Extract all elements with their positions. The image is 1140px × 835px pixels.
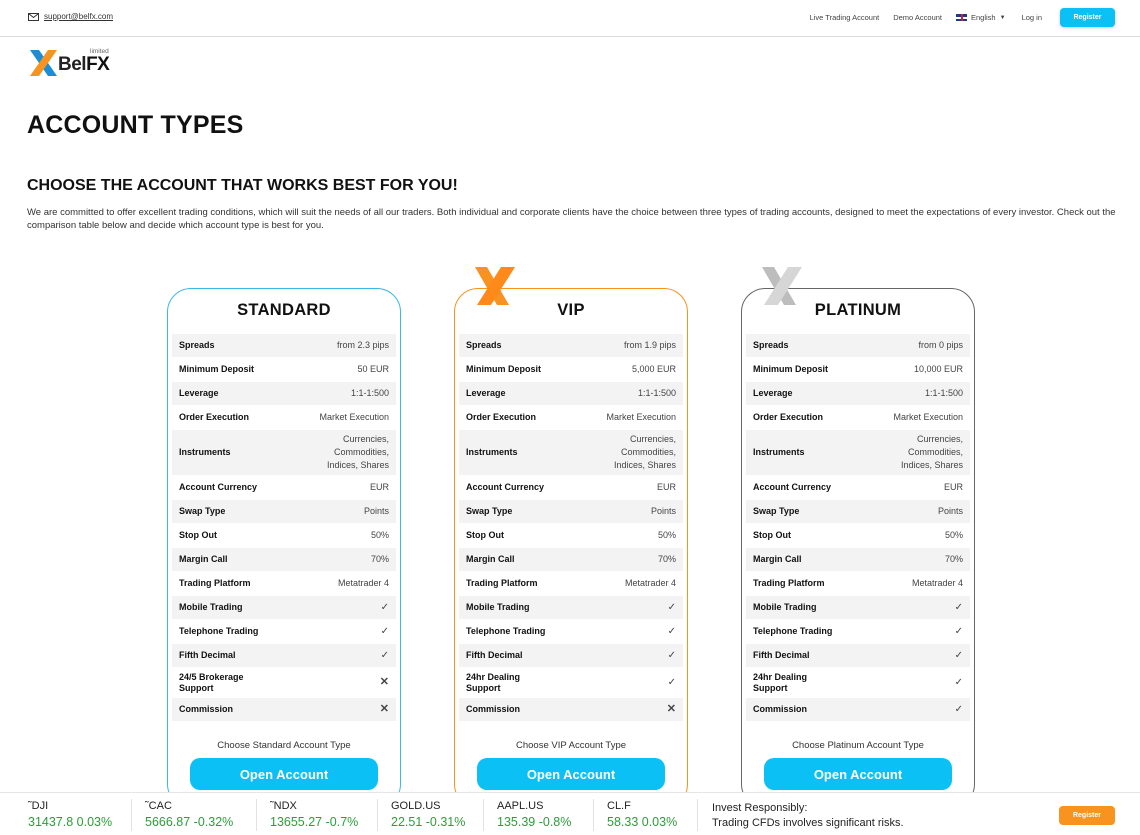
belfx-logo[interactable]: limited BelFX — [30, 46, 120, 78]
spec-label: Leverage — [466, 388, 506, 398]
spec-label: Stop Out — [179, 530, 217, 540]
spec-row — [746, 572, 970, 596]
top-bar — [0, 0, 1140, 37]
spec-row — [459, 644, 683, 668]
spec-label: Fifth Decimal — [466, 650, 523, 660]
spec-row — [746, 476, 970, 500]
spec-row — [172, 644, 396, 668]
open-account-button[interactable]: Open Account — [477, 758, 665, 790]
spec-row — [172, 668, 396, 698]
check-icon: ✓ — [954, 650, 963, 661]
spec-value: Market Execution — [893, 412, 963, 422]
spec-value: Metatrader 4 — [337, 578, 389, 588]
spec-row — [172, 596, 396, 620]
spec-value: EUR — [943, 482, 963, 492]
spec-value: 50 EUR — [357, 364, 389, 374]
spec-value: Metatrader 4 — [624, 578, 676, 588]
spec-value: 70% — [370, 554, 389, 564]
card-title: PLATINUM — [814, 301, 902, 319]
spec-label: Mobile Trading — [179, 602, 243, 612]
intro-text: We are committed to offer excellent trading conditions, which will suit the needs of all our traders. Both individual and corporate clients have the choice between three types of trading accounts, designed to meet the expectations of every investor. Check out the comparison table below and decide which account type is best for you. — [27, 207, 1116, 231]
choose-label: Choose Platinum Account Type — [792, 740, 924, 751]
spec-row — [459, 524, 683, 548]
spec-row — [459, 698, 683, 722]
market-ticker-bar — [0, 792, 1140, 835]
spec-row — [459, 500, 683, 524]
spec-label: Commission — [466, 704, 521, 714]
spec-label: Account Currency — [466, 482, 545, 492]
spec-label: Commission — [753, 704, 808, 714]
spec-table — [459, 334, 683, 722]
spec-row — [459, 572, 683, 596]
ticker-item[interactable]: AAPL.US 135.39 -0.8% — [497, 800, 572, 829]
check-icon: ✓ — [667, 650, 676, 661]
spec-row — [459, 548, 683, 572]
platinum-account-card — [741, 288, 975, 808]
spec-label: Telephone Trading — [466, 626, 546, 636]
spec-label: Minimum Deposit — [466, 364, 542, 374]
spec-label: Account Currency — [179, 482, 258, 492]
spec-row — [746, 334, 970, 358]
spec-row — [746, 596, 970, 620]
spec-row — [746, 430, 970, 476]
spec-label: Mobile Trading — [466, 602, 530, 612]
spec-row — [746, 524, 970, 548]
spec-value: 5,000 EUR — [631, 364, 676, 374]
risk-warning: Invest Responsibly: Trading CFDs involves significant risks. — [712, 802, 904, 829]
spec-value: Currencies, Commodities, Indices, Shares — [613, 434, 676, 470]
check-icon: ✓ — [380, 602, 389, 613]
spec-label: Instruments — [466, 447, 518, 457]
spec-value: 1:1-1:500 — [924, 388, 963, 398]
spec-row — [746, 548, 970, 572]
spec-label: Spreads — [466, 340, 502, 350]
spec-value: EUR — [369, 482, 389, 492]
spec-label: Leverage — [179, 388, 219, 398]
spec-row — [172, 382, 396, 406]
spec-label: Margin Call — [179, 554, 228, 564]
spec-label: Order Execution — [753, 412, 824, 422]
open-account-button[interactable]: Open Account — [764, 758, 952, 790]
spec-row — [172, 572, 396, 596]
spec-label: Trading Platform — [179, 578, 251, 588]
chevron-down-icon: ▼ — [999, 14, 1006, 21]
section-subtitle: CHOOSE THE ACCOUNT THAT WORKS BEST FOR YOU! — [27, 177, 458, 194]
card-title: VIP — [557, 301, 585, 319]
check-icon: ✓ — [954, 677, 963, 688]
spec-label: Swap Type — [466, 506, 513, 516]
spec-value: EUR — [656, 482, 676, 492]
spec-label: Fifth Decimal — [753, 650, 810, 660]
spec-table — [746, 334, 970, 722]
check-icon: ✓ — [667, 626, 676, 637]
live-trading-account-link[interactable]: Live Trading Account — [809, 13, 880, 22]
ticker-item[interactable]: ˜NDX 13655.27 -0.7% — [270, 800, 359, 829]
spec-label: Account Currency — [753, 482, 832, 492]
check-icon: ✓ — [667, 677, 676, 688]
check-icon: ✓ — [954, 704, 963, 715]
language-label: English — [971, 13, 996, 22]
standard-account-card — [167, 288, 401, 808]
spec-value: Points — [363, 506, 389, 516]
spec-value: 1:1-1:500 — [637, 388, 676, 398]
open-account-button[interactable]: Open Account — [190, 758, 378, 790]
spec-row — [459, 334, 683, 358]
spec-row — [459, 406, 683, 430]
spec-label: Margin Call — [466, 554, 515, 564]
spec-row — [746, 644, 970, 668]
spec-row — [172, 334, 396, 358]
spec-value: Currencies, Commodities, Indices, Shares — [900, 434, 963, 470]
spec-value: 1:1-1:500 — [350, 388, 389, 398]
spec-value: Points — [650, 506, 676, 516]
spec-label: 24hr Dealing Support — [753, 671, 808, 693]
spec-label: Swap Type — [753, 506, 800, 516]
spec-row — [172, 620, 396, 644]
spec-label: Telephone Trading — [753, 626, 833, 636]
spec-value: 50% — [370, 530, 389, 540]
spec-label: Margin Call — [753, 554, 802, 564]
spec-row — [459, 358, 683, 382]
spec-table — [172, 334, 396, 722]
demo-account-link[interactable]: Demo Account — [893, 13, 942, 22]
spec-row — [746, 382, 970, 406]
spec-label: Stop Out — [753, 530, 791, 540]
ticker-item[interactable]: CL.F 58.33 0.03% — [607, 800, 678, 829]
spec-value: Market Execution — [319, 412, 389, 422]
spec-row — [746, 406, 970, 430]
ticker-item[interactable]: ˜CAC 5666.87 -0.32% — [145, 800, 234, 829]
spec-value: 10,000 EUR — [913, 364, 963, 374]
spec-row — [172, 500, 396, 524]
spec-label: Trading Platform — [466, 578, 538, 588]
spec-row — [172, 406, 396, 430]
spec-row — [459, 596, 683, 620]
register-button[interactable]: Register — [1060, 8, 1115, 27]
spec-value: from 1.9 pips — [623, 340, 676, 350]
spec-row — [172, 548, 396, 572]
spec-row — [172, 476, 396, 500]
mail-icon — [28, 13, 39, 21]
spec-value: 70% — [944, 554, 963, 564]
spec-value: Points — [937, 506, 963, 516]
cross-icon: ✕ — [666, 703, 676, 715]
choose-label: Choose VIP Account Type — [515, 740, 627, 751]
spec-row — [459, 668, 683, 698]
spec-value: 70% — [657, 554, 676, 564]
spec-row — [746, 668, 970, 698]
spec-label: Leverage — [753, 388, 793, 398]
spec-label: Instruments — [753, 447, 805, 457]
language-selector[interactable] — [956, 13, 1006, 22]
spec-value: Currencies, Commodities, Indices, Shares — [326, 434, 389, 470]
support-email: support@belfx.com — [44, 12, 114, 21]
spec-row — [459, 430, 683, 476]
page-title: ACCOUNT TYPES — [27, 111, 244, 139]
check-icon: ✓ — [954, 626, 963, 637]
spec-row — [746, 358, 970, 382]
choose-label: Choose Standard Account Type — [217, 740, 351, 751]
support-email-link[interactable] — [28, 12, 113, 21]
card-title: STANDARD — [237, 301, 331, 319]
check-icon: ✓ — [380, 626, 389, 637]
spec-value: 50% — [944, 530, 963, 540]
spec-row — [172, 698, 396, 722]
vip-account-card — [454, 288, 688, 808]
spec-row — [459, 620, 683, 644]
spec-value: 50% — [657, 530, 676, 540]
ticker-item[interactable]: GOLD.US 22.51 -0.31% — [391, 800, 466, 829]
spec-label: Swap Type — [179, 506, 226, 516]
check-icon: ✓ — [380, 650, 389, 661]
check-icon: ✓ — [954, 602, 963, 613]
spec-value: from 2.3 pips — [336, 340, 389, 350]
uk-flag-icon — [956, 14, 967, 21]
spec-label: 24hr Dealing Support — [466, 671, 521, 693]
spec-row — [172, 430, 396, 476]
spec-value: Metatrader 4 — [911, 578, 963, 588]
spec-row — [172, 358, 396, 382]
spec-label: Trading Platform — [753, 578, 825, 588]
spec-label: Fifth Decimal — [179, 650, 236, 660]
spec-label: Mobile Trading — [753, 602, 817, 612]
cross-icon: ✕ — [379, 703, 389, 715]
spec-label: Telephone Trading — [179, 626, 259, 636]
spec-label: 24/5 Brokerage Support — [179, 671, 244, 693]
spec-label: Spreads — [753, 340, 789, 350]
login-link[interactable]: Log in — [1021, 13, 1042, 22]
spec-label: Order Execution — [466, 412, 537, 422]
spec-row — [746, 620, 970, 644]
spec-label: Minimum Deposit — [753, 364, 829, 374]
spec-value: Market Execution — [606, 412, 676, 422]
spec-label: Spreads — [179, 340, 215, 350]
x-logo-icon — [30, 50, 58, 76]
spec-row — [459, 476, 683, 500]
spec-row — [459, 382, 683, 406]
spec-label: Commission — [179, 704, 234, 714]
spec-label: Order Execution — [179, 412, 250, 422]
spec-value: from 0 pips — [918, 340, 963, 350]
top-nav — [810, 8, 1115, 27]
cross-icon: ✕ — [379, 676, 389, 688]
spec-row — [172, 524, 396, 548]
spec-label: Instruments — [179, 447, 231, 457]
spec-row — [746, 500, 970, 524]
spec-row — [746, 698, 970, 722]
footer-register-button[interactable]: Register — [1059, 806, 1115, 825]
ticker-item[interactable]: ˜DJI 31437.8 0.03% — [28, 800, 113, 829]
spec-label: Stop Out — [466, 530, 504, 540]
spec-label: Minimum Deposit — [179, 364, 255, 374]
check-icon: ✓ — [667, 602, 676, 613]
